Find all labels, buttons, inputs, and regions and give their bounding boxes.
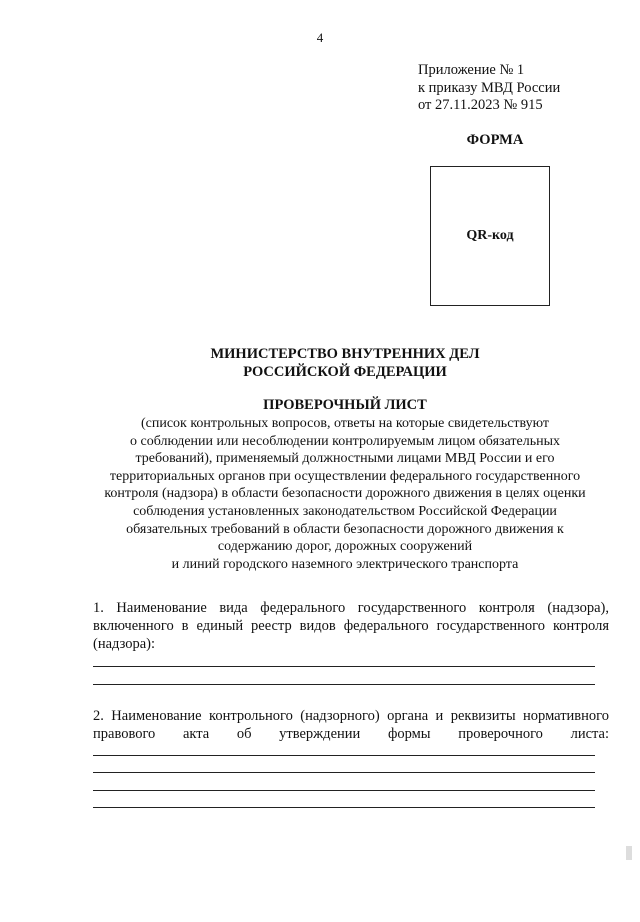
description-line: содержанию дорог, дорожных сооружений: [217, 539, 473, 555]
description-line: соблюдения установленных законодательством Российской Федерации: [133, 503, 557, 519]
item-2-fill-line[interactable]: [93, 790, 595, 791]
page-number: 4: [316, 30, 324, 45]
ministry-line-2: РОССИЙСКОЙ ФЕДЕРАЦИИ: [243, 364, 447, 380]
description-line: территориальных органов при осуществлении федерального государственного: [109, 468, 581, 484]
item-1-line-1: 1. Наименование вида федерального государственного контроля (надзора),: [93, 600, 609, 616]
item-1-line-3: (надзора):: [93, 636, 156, 652]
description-line: обязательных требований в области безопасности дорожного движения к: [126, 521, 564, 537]
qr-code-label: QR-код: [466, 228, 514, 243]
description-line: требований), применяемый должностными лицами МВД России и его: [135, 451, 555, 467]
item-2-control-body: [93, 707, 609, 743]
appendix-reference: [418, 62, 560, 115]
ministry-heading: [60, 345, 630, 381]
qr-code-placeholder: [430, 166, 550, 306]
item-2-line-2: правового акта об утверждении формы проверочного листа:: [93, 726, 609, 742]
description-line: (список контрольных вопросов, ответы на которые свидетельствуют: [140, 416, 550, 431]
appendix-line-2: к приказу МВД России: [418, 79, 561, 96]
ministry-line-1: МИНИСТЕРСТВО ВНУТРЕННИХ ДЕЛ: [210, 346, 480, 362]
description-line: контроля (надзора) в области безопасности дорожного движения в целях оценки: [104, 486, 586, 502]
item-2-fill-line[interactable]: [93, 772, 595, 773]
form-label: ФОРМА: [466, 132, 524, 148]
description-line: и линий городского наземного электрического транспорта: [171, 556, 519, 572]
appendix-line-3: от 27.11.2023 № 915: [418, 97, 543, 113]
description-line: о соблюдении или несоблюдении контролируемым лицом обязательных: [130, 433, 560, 449]
appendix-line-1: Приложение № 1: [418, 62, 525, 78]
item-1-control-type: [93, 599, 609, 653]
item-1-fill-line[interactable]: [93, 684, 595, 685]
scan-artifact: [626, 846, 632, 860]
item-2-fill-line[interactable]: [93, 807, 595, 808]
item-2-line-1: 2. Наименование контрольного (надзорного) органа и реквизиты нормативного: [93, 708, 609, 724]
item-1-line-2: включенного в единый реестр видов федерального государственного контроля: [93, 618, 609, 634]
document-title: ПРОВЕРОЧНЫЙ ЛИСТ: [263, 397, 427, 413]
item-2-fill-line[interactable]: [93, 755, 595, 756]
item-1-fill-line[interactable]: [93, 666, 595, 667]
document-description: [60, 415, 630, 573]
